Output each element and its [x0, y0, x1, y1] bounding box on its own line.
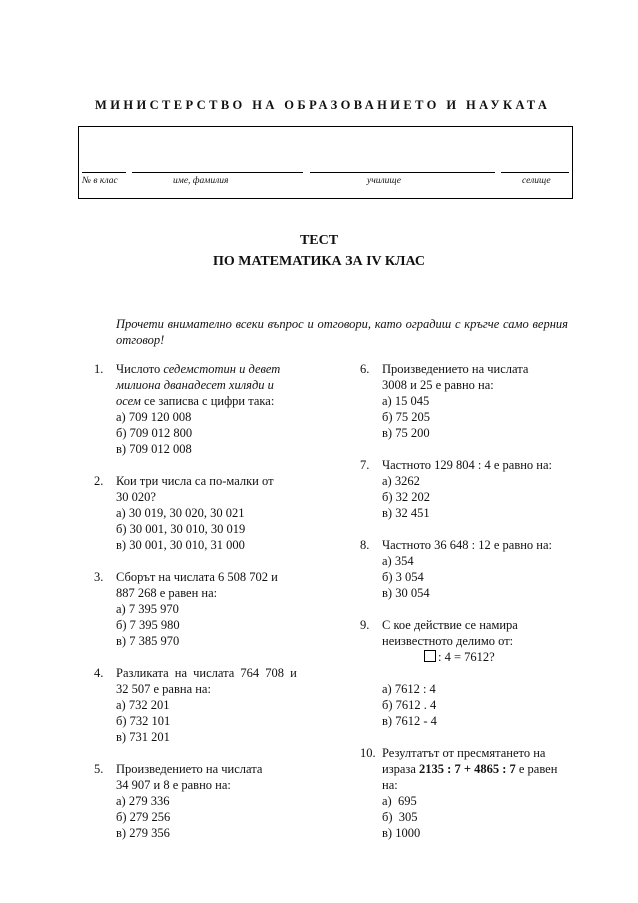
question-text: осем се записва с цифри така: — [116, 394, 275, 408]
answer-option[interactable]: б) 7612 . 4 — [382, 698, 437, 712]
answer-option[interactable]: б) 7 395 980 — [116, 618, 180, 632]
test-subtitle: ПО МАТЕМАТИКА ЗА IV КЛАС — [212, 254, 426, 269]
name-line[interactable] — [132, 172, 303, 173]
question-number: 4. — [94, 666, 104, 680]
question-4 — [94, 665, 329, 745]
class-number-label: № в клас — [82, 176, 118, 186]
question-text: Частното 36 648 : 12 е равно на: — [382, 538, 553, 552]
town-label: селище — [522, 176, 551, 186]
answer-option[interactable]: в) 7 385 970 — [116, 634, 180, 648]
answer-option[interactable]: а) 709 120 008 — [116, 410, 192, 424]
question-text: 34 907 и 8 е равно на: — [116, 778, 231, 792]
answer-option[interactable]: а) 15 045 — [382, 394, 430, 408]
school-line[interactable] — [310, 172, 495, 173]
question-1 — [94, 361, 329, 457]
answer-option[interactable]: в) 279 356 — [116, 826, 170, 840]
class-number-line[interactable] — [82, 172, 126, 173]
answer-option[interactable]: в) 709 012 008 — [116, 442, 192, 456]
answer-option[interactable]: а) 354 — [382, 554, 414, 568]
question-text: 3008 и 25 е равно на: — [382, 378, 494, 392]
question-text: 887 268 е равен на: — [116, 586, 218, 600]
answer-option[interactable]: а) 279 336 — [116, 794, 170, 808]
question-number: 9. — [360, 618, 370, 632]
answer-option[interactable]: в) 75 200 — [382, 426, 430, 440]
answer-option[interactable]: в) 30 054 — [382, 586, 430, 600]
question-text: израза 2135 : 7 + 4865 : 7 е равен — [382, 762, 558, 776]
question-text: Сборът на числата 6 508 702 и — [116, 570, 278, 584]
question-text: Произведението на числата — [116, 762, 263, 776]
question-text: милиона дванадесет хиляди и — [116, 378, 274, 392]
answer-option[interactable]: а) 7 395 970 — [116, 602, 179, 616]
answer-option[interactable]: а) 732 201 — [116, 698, 170, 712]
test-title: ТЕСТ — [299, 233, 339, 248]
question-2 — [94, 473, 329, 553]
question-number: 10. — [360, 746, 376, 760]
question-7 — [360, 457, 580, 521]
answer-option[interactable]: б) 732 101 — [116, 714, 171, 728]
formula: : 4 = 7612? — [382, 649, 580, 665]
answer-option[interactable]: а) 7612 : 4 — [382, 682, 436, 696]
answer-option[interactable]: в) 1000 — [382, 826, 421, 840]
question-number: 5. — [94, 762, 104, 776]
questions-column-left — [94, 361, 329, 857]
answer-option[interactable]: б) 32 202 — [382, 490, 431, 504]
question-text: Произведението на числата — [382, 362, 529, 376]
question-text: на: — [382, 778, 398, 792]
answer-option[interactable]: а) 30 019, 30 020, 30 021 — [116, 506, 245, 520]
question-6 — [360, 361, 580, 441]
town-line[interactable] — [501, 172, 569, 173]
question-text: С кое действие се намира — [382, 618, 518, 632]
answer-option[interactable]: в) 7612 - 4 — [382, 714, 437, 728]
answer-option[interactable]: б) 709 012 800 — [116, 426, 193, 440]
name-label: име, фамилия — [173, 176, 229, 186]
blank-box-icon[interactable] — [424, 650, 436, 662]
question-9 — [360, 617, 580, 729]
questions-column-right — [360, 361, 580, 857]
question-number: 8. — [360, 538, 370, 552]
answer-option[interactable]: в) 32 451 — [382, 506, 430, 520]
ministry-header: МИНИСТЕРСТВО НА ОБРАЗОВАНИЕТО И НАУКАТА — [95, 98, 551, 112]
answer-option[interactable]: б) 75 205 — [382, 410, 431, 424]
question-text: 32 507 е равна на: — [116, 682, 211, 696]
question-10 — [360, 745, 580, 841]
question-number: 6. — [360, 362, 370, 376]
question-text: Частното 129 804 : 4 е равно на: — [382, 458, 553, 472]
question-8 — [360, 537, 580, 601]
student-info-box — [78, 126, 573, 199]
answer-option[interactable]: б) 30 001, 30 010, 30 019 — [116, 522, 246, 536]
question-number: 7. — [360, 458, 370, 472]
question-text: 30 020? — [116, 490, 156, 504]
question-number: 1. — [94, 362, 104, 376]
question-text: Резултатът от пресмятането на — [382, 746, 546, 760]
answer-option[interactable]: б) 305 — [382, 810, 418, 824]
question-number: 3. — [94, 570, 104, 584]
question-text: неизвестното делимо от: — [382, 634, 514, 648]
school-label: училище — [367, 176, 402, 186]
answer-option[interactable]: б) 279 256 — [116, 810, 171, 824]
question-text: Разликата на числата 764 708 и — [116, 666, 297, 680]
question-number: 2. — [94, 474, 104, 488]
question-3 — [94, 569, 329, 649]
answer-option[interactable]: б) 3 054 — [382, 570, 424, 584]
question-text: Числото седемстотин и девет — [116, 362, 281, 376]
answer-option[interactable]: в) 731 201 — [116, 730, 170, 744]
question-5 — [94, 761, 329, 841]
question-text: Кои три числа са по-малки от — [116, 474, 274, 488]
answer-option[interactable]: в) 30 001, 30 010, 31 000 — [116, 538, 245, 552]
answer-option[interactable]: а) 695 — [382, 794, 417, 808]
answer-option[interactable]: а) 3262 — [382, 474, 420, 488]
instructions: Прочети внимателно всеки въпрос и отговори, като оградиш с кръгче само верния отговор! — [116, 317, 568, 347]
